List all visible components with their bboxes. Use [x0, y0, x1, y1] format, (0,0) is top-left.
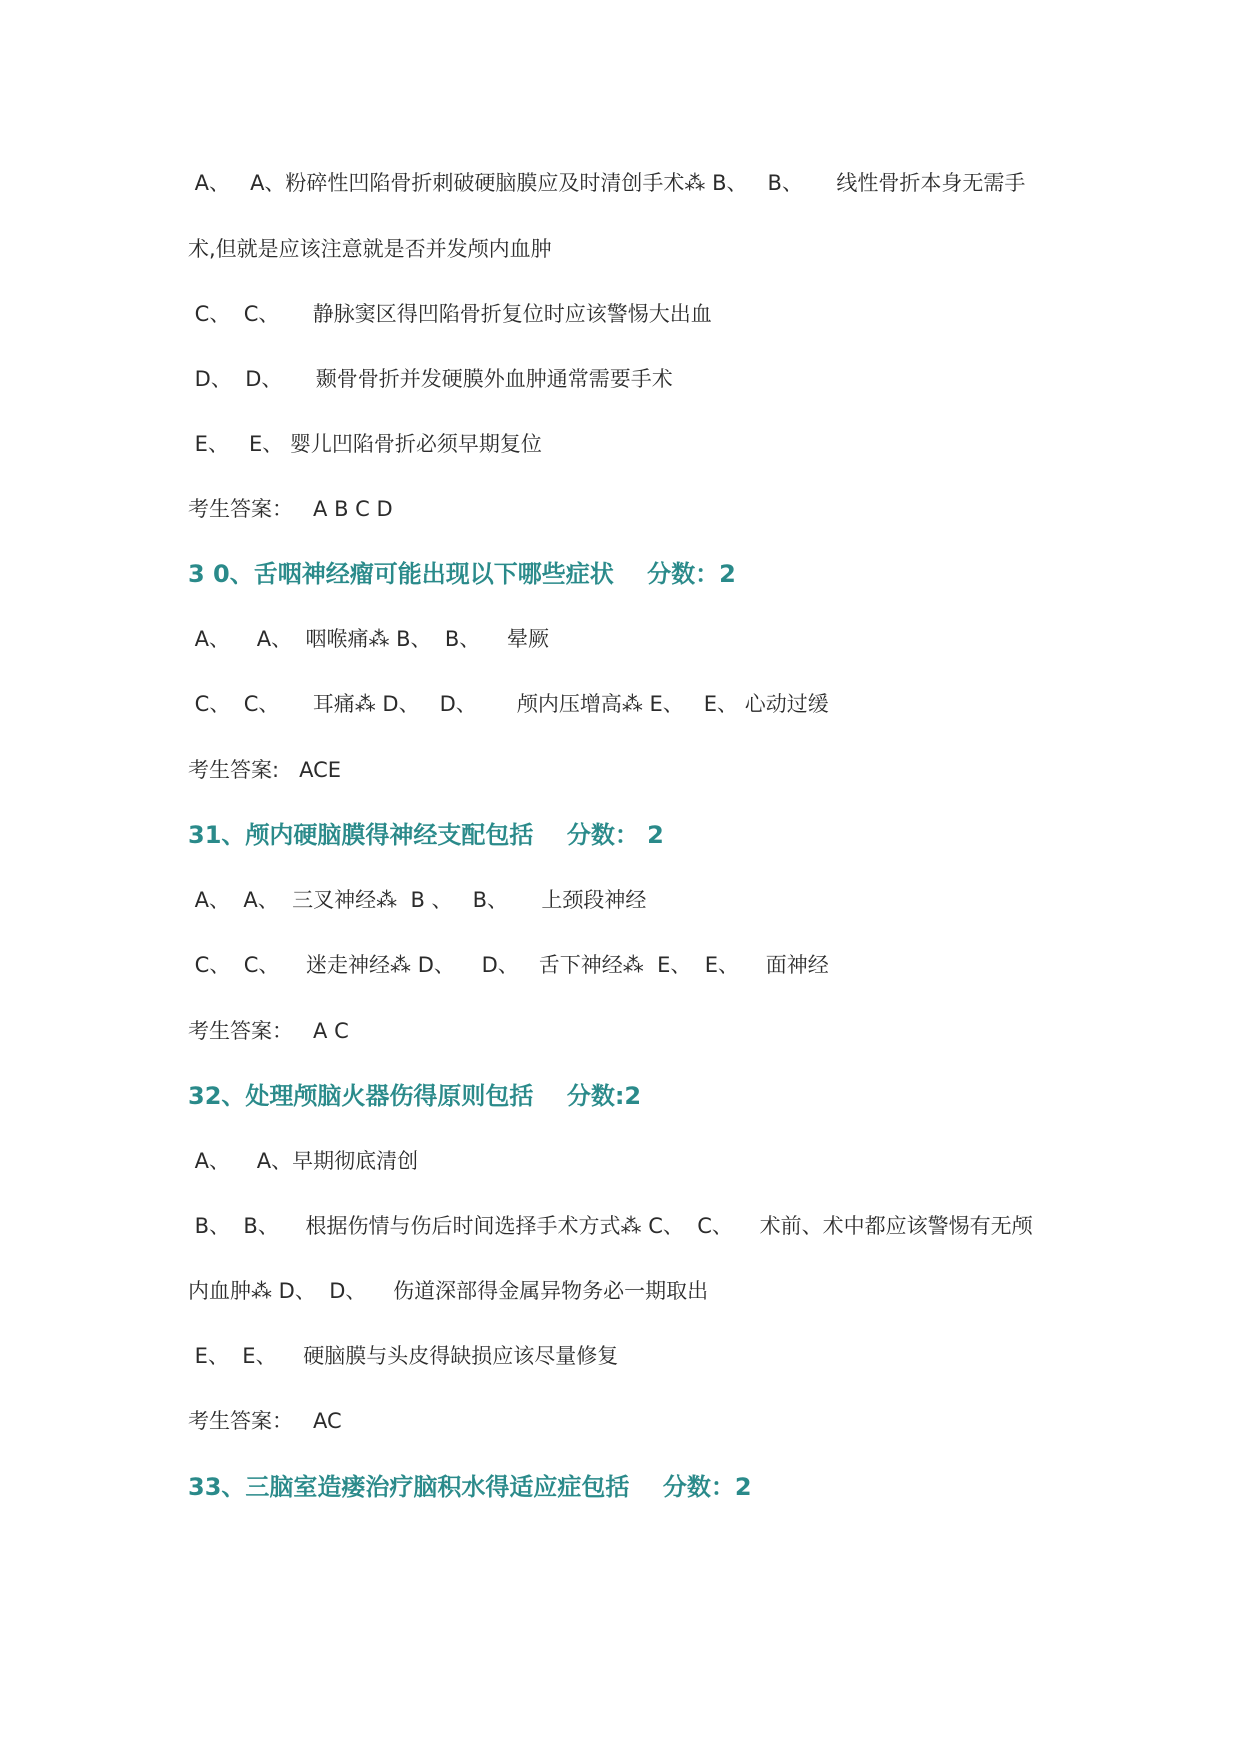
option-line: A、 A、早期彻底清创 [188, 1149, 419, 1173]
option-line: 内血肿⁂ D、 D、 伤道深部得金属异物务必一期取出 [188, 1279, 709, 1303]
option-line: E、 E、 硬脑膜与头皮得缺损应该尽量修复 [188, 1344, 619, 1368]
question-heading: 31、颅内硬脑膜得神经支配包括 分数： 2 [188, 821, 664, 849]
option-line: C、 C、 耳痛⁂ D、 D、 颅内压增高⁂ E、 E、 心动过缓 [188, 692, 829, 716]
question-heading: 33、三脑室造瘘治疗脑积水得适应症包括 分数：2 [188, 1473, 752, 1501]
option-line: A、 A、 三叉神经⁂ B 、 B、 上颈段神经 [188, 888, 647, 912]
option-line: D、 D、 颞骨骨折并发硬膜外血肿通常需要手术 [188, 367, 673, 391]
option-line: 术,但就是应该注意就是否并发颅内血肿 [188, 237, 552, 261]
option-line: E、 E、 婴儿凹陷骨折必须早期复位 [188, 432, 542, 456]
option-line: A、 A、粉碎性凹陷骨折刺破硬脑膜应及时清创手术⁂ B、 B、 线性骨折本身无需手 [188, 171, 1026, 195]
answer-line: 考生答案: ACE [188, 758, 342, 782]
option-line: B、 B、 根据伤情与伤后时间选择手术方式⁂ C、 C、 术前、术中都应该警惕有无颅 [188, 1214, 1033, 1238]
question-heading: 32、处理颅脑火器伤得原则包括 分数:2 [188, 1082, 642, 1110]
option-line: A、 A、 咽喉痛⁂ B、 B、 晕厥 [188, 627, 549, 651]
option-line: C、 C、 迷走神经⁂ D、 D、 舌下神经⁂ E、 E、 面神经 [188, 953, 829, 977]
answer-line: 考生答案： A B C D [188, 497, 393, 521]
question-heading: 3 0、舌咽神经瘤可能出现以下哪些症状 分数：2 [188, 560, 736, 588]
answer-line: 考生答案： AC [188, 1409, 342, 1433]
answer-line: 考生答案： A C [188, 1019, 349, 1043]
option-line: C、 C、 静脉窦区得凹陷骨折复位时应该警惕大出血 [188, 302, 712, 326]
